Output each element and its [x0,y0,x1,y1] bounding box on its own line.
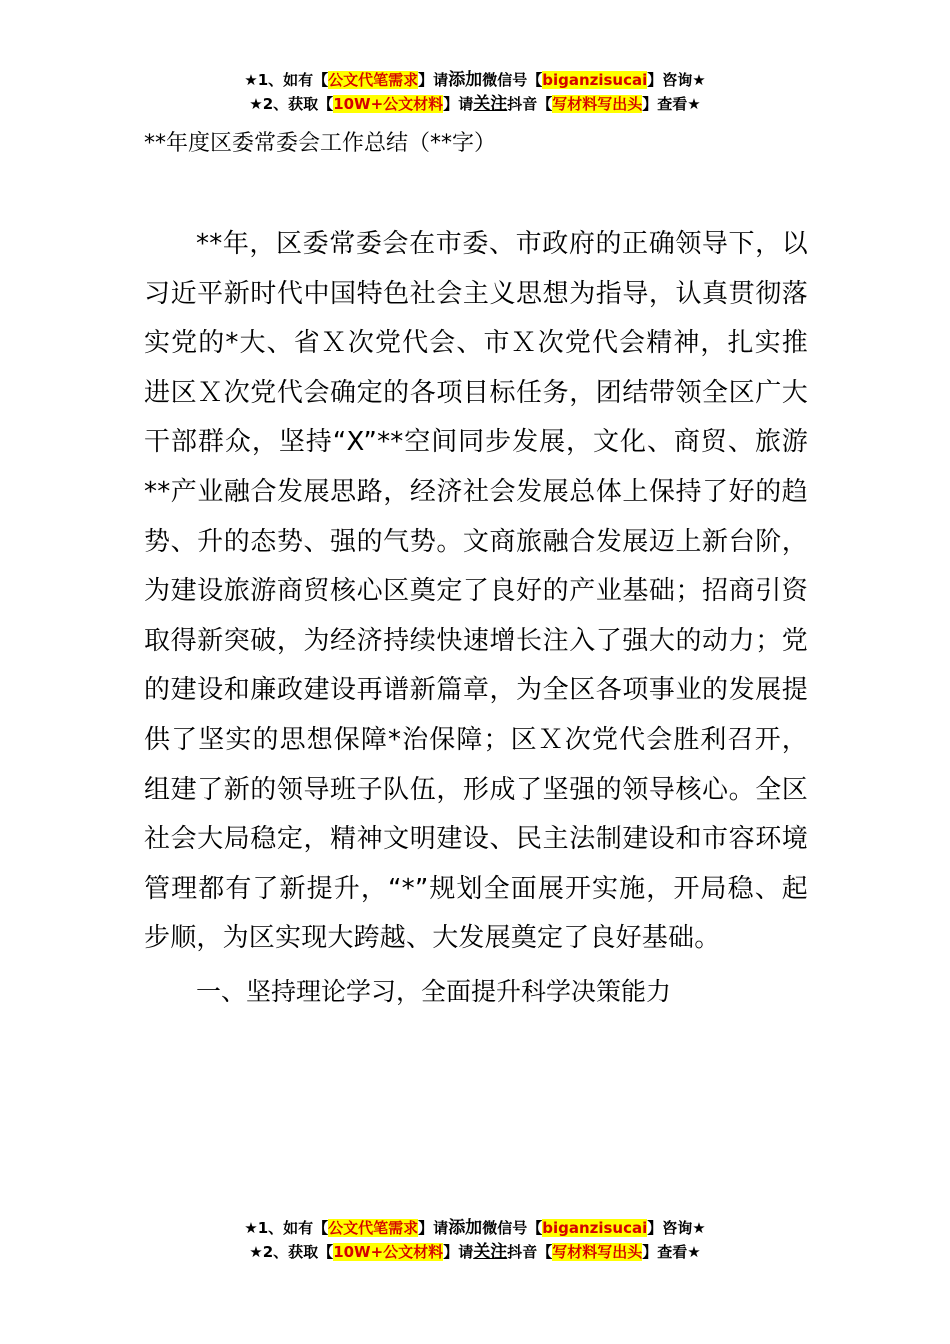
promo-text: 】请 [443,95,474,113]
promo-text: 】查看★ [642,95,701,113]
promo-text: ★2、获取【 [249,1243,334,1261]
promo-emphasis: 添加 [448,70,483,90]
promo-text: 】请 [418,71,449,89]
body-paragraph: **年，区委常委会在市委、市政府的正确领导下，以习近平新时代中国特色社会主义思想为指导，认真贯彻落实党的*大、省Ｘ次党代会、市Ｘ次党代会精神，扎实推进区Ｘ次党代会确定的各项目标任务，团结带领全区广大干部群众，坚持“X”**空间同步发展，文化、商贸、旅游**产业融合发展思路，经济社会发展总体上保持了好的趋势、升的态势、强的气势。文商旅融合发展迈上新台阶，为建设旅游商贸核心区奠定了良好的产业基础；招商引资取得新突破，为经济持续快速增长注入了强大的动力；党的建设和廉政建设再谱新篇章，为全区各项事业的发展提供了坚实的思想保障*治保障；区Ｘ次党代会胜利召开，组建了新的领导班子队伍，形成了坚强的领导核心。全区社会大局稳定，精神文明建设、民主法制建设和市容环境管理都有了新提升，“*”规划全面展开实施，开局稳、起步顺，为区实现大跨越、大发展奠定了良好基础。 [144,229,808,954]
promo-text: 微信号【 [482,1219,543,1237]
promo-text: ★1、如有【 [244,71,329,89]
promo-emphasis: 添加 [448,1218,483,1238]
promo-emphasis: 关注 [473,94,508,114]
promo-text: 】查看★ [642,1243,701,1261]
promo-highlight: 公文代笔需求 [328,71,419,89]
document-title: **年度区委常委会工作总结（**字） [144,131,497,156]
promo-text: 】请 [443,1243,474,1261]
douyin-id-highlight: 写材料写出头 [552,95,643,113]
promo-text: 】请 [418,1219,449,1237]
wechat-id-highlight: biganzisucai [542,71,648,89]
promo-text: 微信号【 [482,71,543,89]
promo-text: ★2、获取【 [249,95,334,113]
promo-highlight: 公文代笔需求 [328,1219,419,1237]
promo-emphasis: 关注 [473,1242,508,1262]
promo-text: ★1、如有【 [244,1219,329,1237]
promo-text: 抖音【 [507,1243,553,1261]
promo-text: 抖音【 [507,95,553,113]
promo-line-1 [0,68,950,92]
promo-line-2 [0,1240,950,1264]
douyin-id-highlight: 写材料写出头 [552,1243,643,1261]
promo-highlight: 10W+公文材料 [333,1243,444,1261]
promo-banner-top [0,68,950,116]
promo-banner-bottom [0,1216,950,1264]
section-heading: 一、坚持理论学习，全面提升科学决策能力 [196,977,672,1006]
promo-line-2 [0,92,950,116]
promo-line-1 [0,1216,950,1240]
promo-highlight: 10W+公文材料 [333,95,444,113]
promo-text: 】咨询★ [647,71,706,89]
wechat-id-highlight: biganzisucai [542,1219,648,1237]
promo-text: 】咨询★ [647,1219,706,1237]
